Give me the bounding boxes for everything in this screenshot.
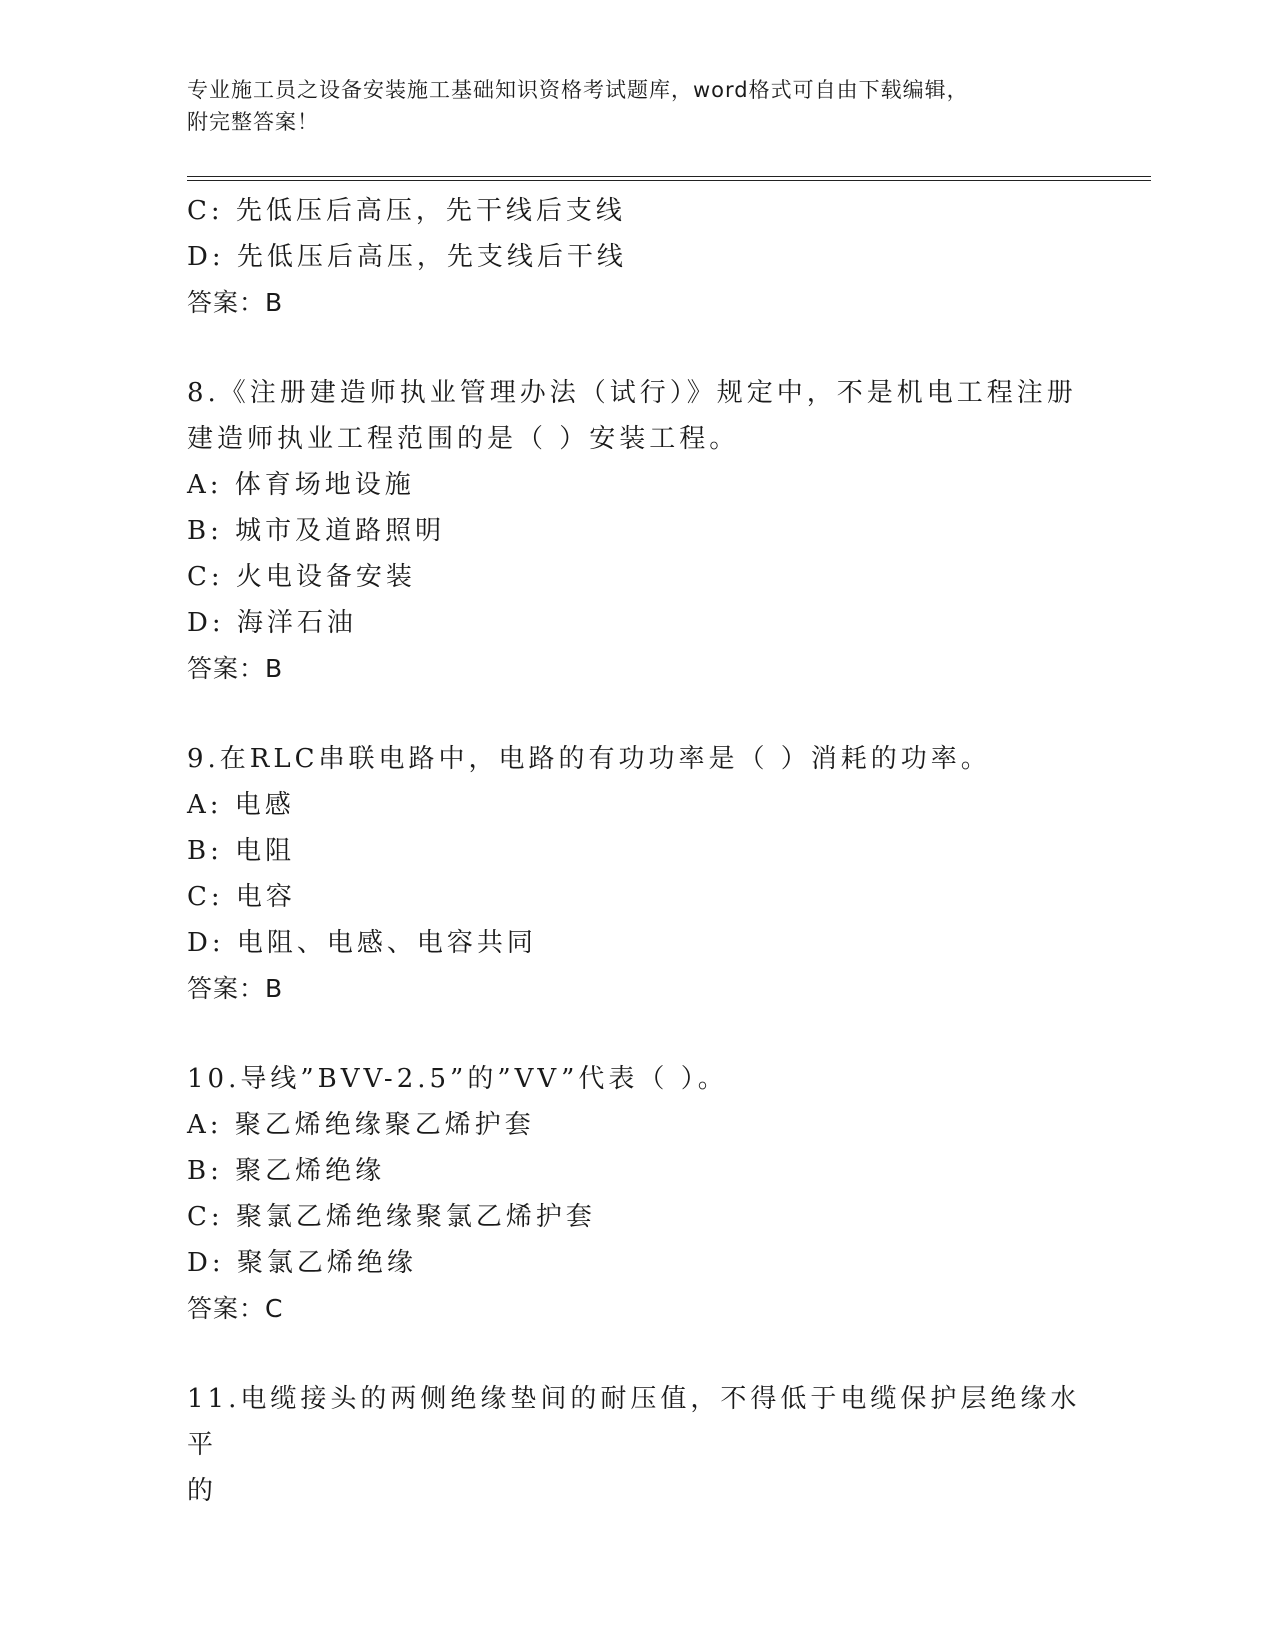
header-divider xyxy=(187,176,1151,181)
question-10 xyxy=(187,1056,1087,1332)
question-stem-line: 8.《注册建造师执业管理办法（试行）》规定中，不是机电工程注册 xyxy=(187,378,1077,408)
answer: 答案：B xyxy=(187,288,284,317)
option-a: A: 聚乙烯绝缘聚乙烯护套 xyxy=(187,1110,535,1140)
option-d: D: 先低压后高压，先支线后干线 xyxy=(187,242,627,272)
question-7 xyxy=(187,188,1087,326)
answer: 答案：C xyxy=(187,1294,284,1323)
answer: 答案：B xyxy=(187,974,284,1003)
option-b: B: 电阻 xyxy=(187,836,296,866)
option-b: B: 城市及道路照明 xyxy=(187,516,446,546)
document-header xyxy=(187,74,1067,138)
option-c: C: 电容 xyxy=(187,882,296,912)
option-d: D: 电阻、电感、电容共同 xyxy=(187,928,537,958)
spacer xyxy=(187,1012,1087,1056)
option-c: C: 先低压后高压，先干线后支线 xyxy=(187,196,626,226)
question-stem-line: 11.电缆接头的两侧绝缘垫间的耐压值，不得低于电缆保护层绝缘水平 xyxy=(187,1384,1081,1460)
option-c: C: 火电设备安装 xyxy=(187,562,416,592)
spacer xyxy=(187,326,1087,370)
question-stem-line: 建造师执业工程范围的是（ ）安装工程。 xyxy=(187,424,740,454)
header-line-1: 专业施工员之设备安装施工基础知识资格考试题库，word格式可自由下载编辑， xyxy=(187,78,969,102)
spacer xyxy=(187,1332,1087,1376)
question-stem-line: 9.在RLC串联电路中，电路的有功功率是（ ）消耗的功率。 xyxy=(187,744,991,774)
option-b: B: 聚乙烯绝缘 xyxy=(187,1156,386,1186)
question-9 xyxy=(187,736,1087,1012)
option-d: D: 海洋石油 xyxy=(187,608,357,638)
answer: 答案：B xyxy=(187,654,284,683)
question-list xyxy=(187,188,1087,1514)
header-line-2: 附完整答案！ xyxy=(187,110,319,134)
option-c: C: 聚氯乙烯绝缘聚氯乙烯护套 xyxy=(187,1202,596,1232)
option-a: A: 电感 xyxy=(187,790,295,820)
spacer xyxy=(187,692,1087,736)
question-stem-line: 的 xyxy=(187,1476,218,1506)
question-8 xyxy=(187,370,1087,692)
option-d: D: 聚氯乙烯绝缘 xyxy=(187,1248,417,1278)
question-stem-line: 10.导线”BVV-2.5”的”VV”代表（ ）。 xyxy=(187,1064,728,1094)
option-a: A: 体育场地设施 xyxy=(187,470,415,500)
question-11 xyxy=(187,1376,1087,1514)
